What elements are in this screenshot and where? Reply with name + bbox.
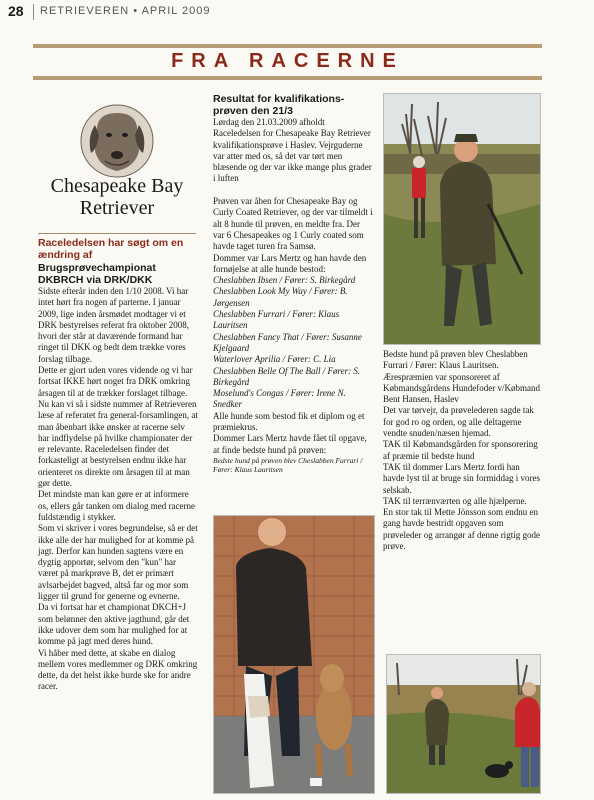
photo-caption: Bedste hund på prøven blev Cheslabben Furrari / Fører: Klaus Lauritsen bbox=[213, 455, 363, 474]
dog-result: Cheslabben Furrari / Fører: Klaus Lauritsen bbox=[213, 309, 340, 331]
section-title: FRA RACERNE bbox=[171, 50, 404, 72]
article-results bbox=[213, 93, 373, 474]
article2-continued: Det var tørvejr, da prøvelederen sagde tak for god ro og orden, og alle deltagerne vendte snuden/næsen hjemad. bbox=[383, 405, 534, 439]
article1-headline-2: Brugsprøvechampionat DKBRCH via DRK/DKK bbox=[38, 262, 156, 286]
article1-paragraph: Da vi fortsat har et championat DKCH+J som belønner den aktive jagthund, går det ikke udover dem som har mulighed for at komme på jagt med deres hund. bbox=[38, 602, 190, 647]
article2-continued: TAK til terrænværten og alle hjælperne. bbox=[383, 495, 527, 506]
title-band-top bbox=[33, 44, 542, 48]
page-number: 28 bbox=[8, 3, 24, 19]
dog-result: Cheslabben Fancy That / Fører: Susanne Kjelgaard bbox=[213, 331, 362, 353]
breed-name-line1: Chesapeake Bay bbox=[50, 175, 184, 197]
article-results-continued bbox=[383, 349, 541, 552]
breed-name bbox=[38, 175, 196, 219]
dog-result: Cheslabben Belle Of The Ball / Fører: S. Birkegård bbox=[213, 365, 361, 387]
article1-paragraph: Dette er gjort uden vores vidende og vi har fortsat IKKE hørt noget fra DRK omkring årsagen til at de trækker forslaget tilbage. bbox=[38, 365, 193, 398]
dog-result: Cheslabben Look My Way / Fører: B. Jørgensen bbox=[213, 286, 348, 308]
article2-paragraph: Dommer var Lars Mertz og han havde den fornøjelse at alle hunde bestod: bbox=[213, 252, 367, 274]
article2-headline: Resultat for kvalifikations-prøven den 21/3 bbox=[213, 93, 345, 117]
dog-result: Waterlover Aprilia / Fører: C. Lia bbox=[213, 354, 336, 365]
breed-name-line2: Retriever bbox=[79, 197, 155, 219]
article-championship bbox=[38, 237, 198, 693]
header-divider bbox=[33, 4, 34, 20]
article1-paragraph: Det mindste man kan gøre er at informere os, ellers går tanken om dialog med racerne fuldstændig i stykker. bbox=[38, 489, 195, 522]
page-header bbox=[0, 0, 594, 22]
article1-paragraph: Nu kan vi så i sidste nummer af Retrieveren læse af referatet fra general-forsamlingen, at man åbenbart ikke ønsker at racerne selv har indflydelse på hvilke championater der er relevante. Raceledelsen finder det forkasteligt at bestyrelsen endnu ikke har orienteret os direkte om årsagen til at man gør dette. bbox=[38, 398, 198, 489]
dog-result: Moselund's Congas / Fører: Irene N. Snedker bbox=[213, 388, 346, 410]
article1-paragraph: Vi håber med dette, at skabe en dialog mellem vores medlemmer og DRK omkring dette, da det helst ikke burde ske for andre racer. bbox=[38, 647, 198, 692]
article1-paragraph: Som vi skriver i vores begrundelse, så er det ikke alle der har mulighed for at komme på jagt. Derfor kan hunden sagtens være en dygtig apportør, selvom den "kun" har været på markprøve B, det er primært avlsarbejdet bagved, altså far og mor som ligger til grund for generne og evnerne. bbox=[38, 523, 198, 602]
article2-continued: En stor tak til Mette Jönsson som endnu en gang havde bestridt opgaven som prøveleder og arrangør af denne rigtig gode prøve. bbox=[383, 507, 540, 552]
running-head: RETRIEVEREN • APRIL 2009 bbox=[40, 5, 211, 17]
article1-paragraph: Sidste efterår inden den 1/10 2008. Vi har intet hørt fra nogen af parterne. I januar 2009, lige inden årsmødet modtager vi et DRK bestyrelses referat fra oktober 2008, hvori der står at daværende formand har ringet til DKK og bedt dem trække vores forslag tilbage. bbox=[38, 286, 189, 364]
breed-logo bbox=[38, 95, 196, 227]
article2-paragraph: Prøven var åben for Chesapeake Bay og Curly Coated Retriever, og der var tilmeldt i alt 8 hunde til prøven, en meldte fra. Der var 6 Chesapeakes og 1 Curly coated som havde taget turen fra Samsø. bbox=[213, 196, 373, 252]
logo-divider bbox=[38, 233, 196, 234]
dog-head-icon bbox=[79, 101, 155, 179]
article2-paragraph: Alle hunde som bestod fik et diplom og et præmiekrus. bbox=[213, 410, 365, 433]
article2-continued: TAK til Købmandsgården for sponsorering af præmie til bedste hund bbox=[383, 439, 538, 461]
article2-continued: Ærespræmien var sponsoreret af Købmandsgårdens Hundefoder v/Købmand Bent Hansen, Haslev bbox=[383, 371, 540, 405]
title-band-bottom bbox=[33, 76, 542, 80]
article1-headline-1: Raceledelsen har søgt om en ændring af bbox=[38, 237, 184, 261]
dog-result: Cheslabben Ibsen / Fører: S. Birkegård bbox=[213, 275, 356, 286]
article2-intro: Lørdag den 21.03.2009 afholdt Raceledelsen for Chesapeake Bay Retriever kvalifikationsprøve i Haslev. Vejrguderne var atter med os, så det var tørt men blæsende og der var ikke mange plus grader i luften bbox=[213, 117, 372, 184]
article2-continued: Bedste hund på prøven blev Cheslabben Furrari / Fører: Klaus Lauritsen. bbox=[383, 349, 528, 371]
article2-paragraph: Dommer Lars Mertz havde fået til opgave, at finde bedste hund på prøven: bbox=[213, 433, 367, 455]
photo-winner-dog bbox=[213, 515, 375, 794]
article2-continued: TAK til dommer Lars Mertz fordi han havde lyst til at bruge sin formiddag i vores selskab. bbox=[383, 461, 540, 495]
photo-judge-field bbox=[383, 93, 541, 345]
photo-field-test bbox=[386, 654, 541, 794]
